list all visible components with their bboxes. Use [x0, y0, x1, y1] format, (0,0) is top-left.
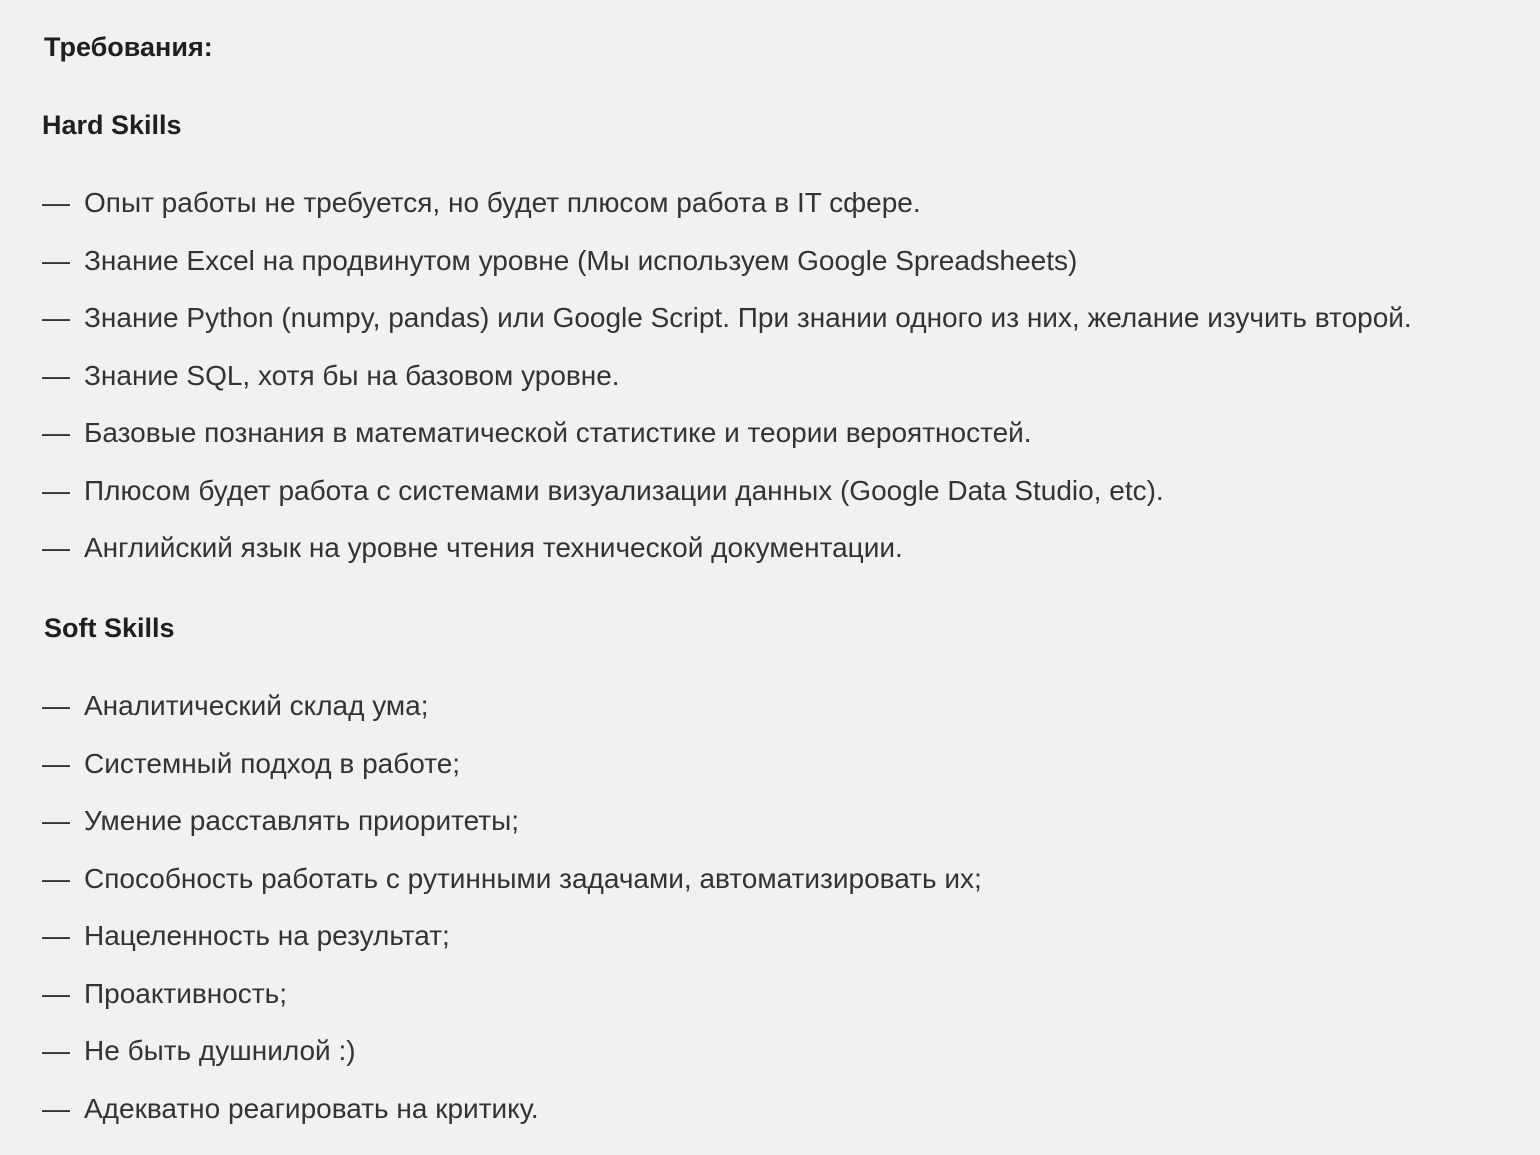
bullet-dash: —: [42, 474, 70, 506]
list-item-text: Нацеленность на результат;: [84, 920, 450, 951]
list-item-text: Знание Python (numpy, pandas) или Google Script. При знании одного из них, желание изучить второй.: [84, 302, 1412, 333]
bullet-dash: —: [42, 532, 70, 563]
list-item: [42, 862, 1540, 896]
list-item-text: Базовые познания в математической статистике и теории вероятностей.: [84, 417, 1032, 448]
list-item: [42, 1034, 1540, 1068]
list-item-text: Знание Excel на продвинутом уровне (Мы используем Google Spreadsheets): [84, 244, 1078, 276]
list-item: [42, 244, 1540, 278]
list-item-text: Плюсом будет работа с системами визуализации данных (Google Data Studio, etc).: [84, 474, 1164, 506]
list-item: [42, 689, 1540, 723]
bullet-dash: —: [42, 862, 70, 894]
bullet-dash: —: [42, 1035, 70, 1066]
list-item-text: Знание SQL, хотя бы на базовом уровне.: [84, 359, 620, 391]
bullet-dash: —: [42, 302, 70, 333]
list-item-text: Английский язык на уровне чтения технической документации.: [84, 532, 903, 563]
list-item: [42, 1092, 1540, 1126]
list-item-text: Умение расставлять приоритеты;: [84, 805, 519, 836]
list-item: [42, 919, 1540, 953]
bullet-dash: —: [42, 244, 70, 276]
list-item-text: Адекватно реагировать на критику.: [84, 1092, 539, 1124]
list-item: [42, 186, 1540, 220]
list-item-text: Опыт работы не требуется, но будет плюсом работа в IT сфере.: [84, 187, 921, 218]
hard-skills-list: [42, 186, 1540, 565]
list-item: [42, 977, 1540, 1011]
bullet-dash: —: [42, 747, 70, 779]
list-item: [42, 531, 1540, 565]
list-item-text: Не быть душнилой :): [84, 1035, 356, 1066]
requirements-title: Требования:: [44, 32, 213, 62]
bullet-dash: —: [42, 417, 70, 448]
bullet-dash: —: [42, 920, 70, 951]
soft-skills-heading: Soft Skills: [44, 613, 175, 643]
list-item: [42, 474, 1540, 508]
bullet-dash: —: [42, 805, 70, 836]
list-item-text: Аналитический склад ума;: [84, 690, 429, 721]
list-item: [42, 747, 1540, 781]
list-item: [42, 301, 1540, 335]
list-item: [42, 804, 1540, 838]
bullet-dash: —: [42, 1092, 70, 1124]
bullet-dash: —: [42, 977, 70, 1009]
list-item: [42, 359, 1540, 393]
soft-skills-list: [42, 689, 1540, 1126]
bullet-dash: —: [42, 359, 70, 391]
list-item-text: Проактивность;: [84, 977, 287, 1009]
list-item-text: Способность работать с рутинными задачами, автоматизировать их;: [84, 862, 982, 894]
list-item-text: Системный подход в работе;: [84, 747, 461, 779]
bullet-dash: —: [42, 187, 70, 218]
list-item: [42, 416, 1540, 450]
hard-skills-heading: Hard Skills: [42, 110, 182, 140]
bullet-dash: —: [42, 690, 70, 721]
